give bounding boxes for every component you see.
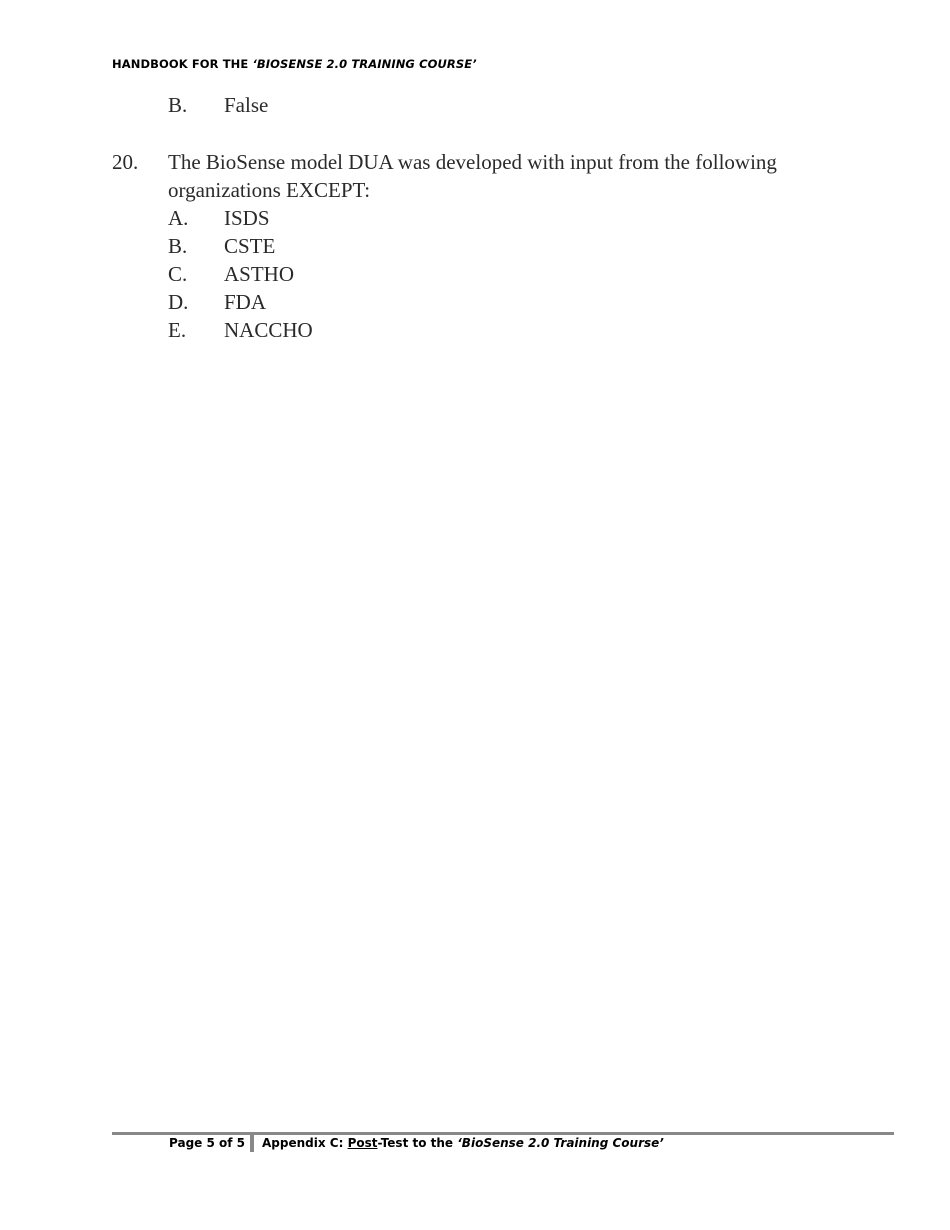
option-text: FDA bbox=[224, 290, 267, 314]
option-letter: A. bbox=[168, 206, 189, 230]
option-text: NACCHO bbox=[224, 318, 313, 342]
footer-appendix-title bbox=[262, 1136, 664, 1150]
header-prefix: HANDBOOK FOR THE bbox=[112, 57, 253, 71]
option-text: CSTE bbox=[224, 234, 276, 258]
appendix-course-title: ‘BioSense 2.0 Training Course’ bbox=[457, 1136, 664, 1150]
footer-divider bbox=[112, 1132, 894, 1135]
carryover-option-letter: B. bbox=[168, 93, 188, 117]
question-number: 20. bbox=[112, 150, 139, 174]
option-letter: D. bbox=[168, 290, 189, 314]
appendix-middle: -Test to the bbox=[377, 1136, 458, 1150]
option-letter: E. bbox=[168, 318, 187, 342]
footer-separator-bar bbox=[250, 1135, 254, 1152]
running-header bbox=[112, 57, 477, 71]
page-number: Page 5 of 5 bbox=[169, 1136, 245, 1150]
appendix-underlined-word: Post bbox=[347, 1136, 378, 1150]
question-text-line-1: The BioSense model DUA was developed with input from the following bbox=[168, 150, 777, 174]
option-text: ISDS bbox=[224, 206, 270, 230]
header-course-title: ‘BIOSENSE 2.0 TRAINING COURSE’ bbox=[252, 57, 477, 71]
option-letter: B. bbox=[168, 234, 188, 258]
question-text-line-2: organizations EXCEPT: bbox=[168, 178, 371, 202]
appendix-prefix: Appendix C: bbox=[262, 1136, 348, 1150]
option-text: ASTHO bbox=[224, 262, 295, 286]
carryover-option-text: False bbox=[224, 93, 269, 117]
option-letter: C. bbox=[168, 262, 188, 286]
